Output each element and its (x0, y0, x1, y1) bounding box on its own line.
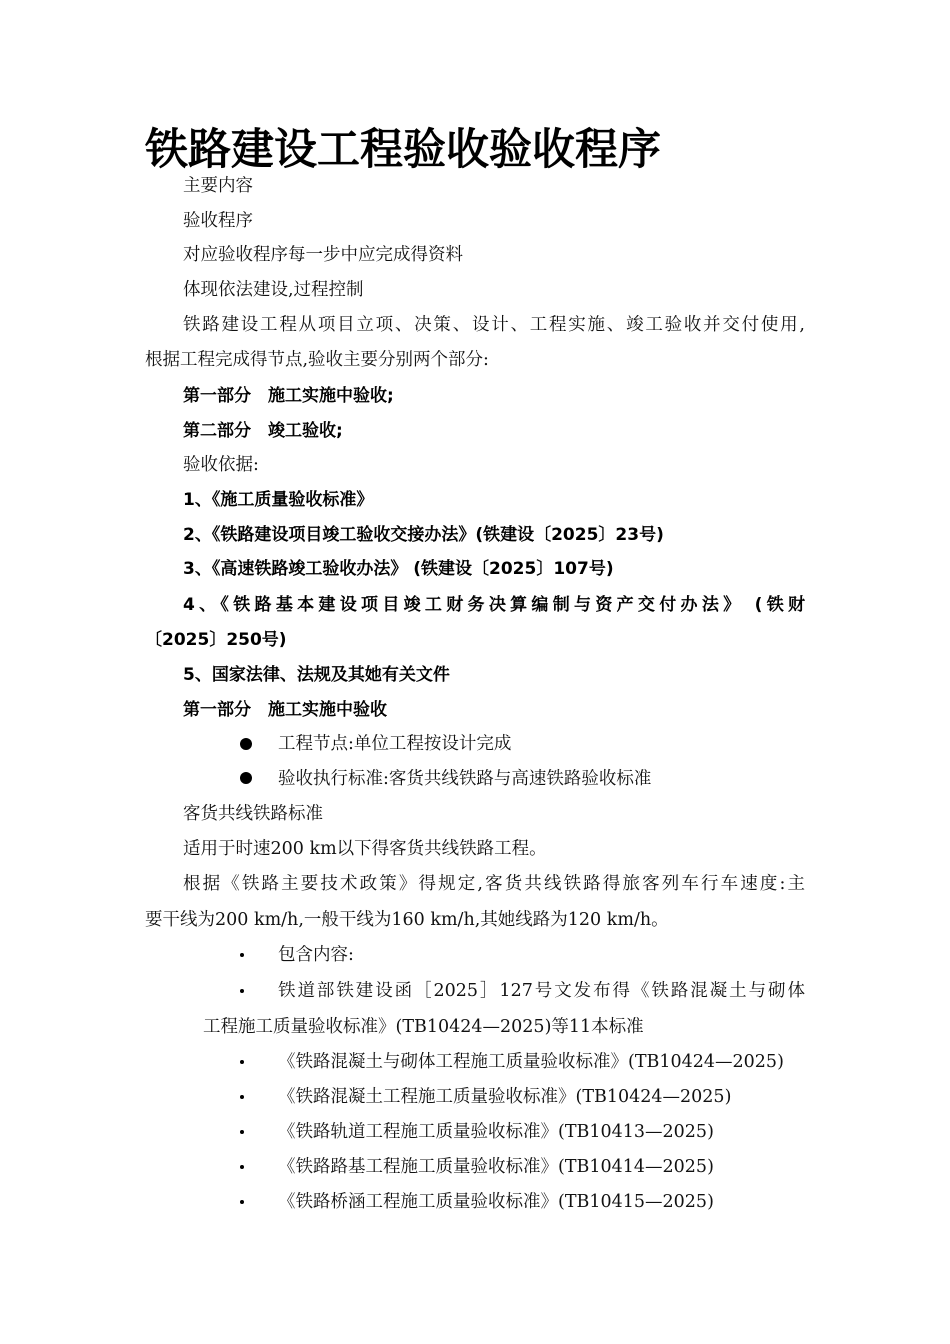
document-title: 铁路建设工程验收验收程序 (145, 125, 661, 175)
basis-item: 1、《施工质量验收标准》 (183, 490, 374, 510)
bullet-dot-icon (240, 1095, 244, 1099)
intro-line: 体现依法建设,过程控制 (183, 280, 364, 300)
bullet-dot-icon (240, 1060, 244, 1064)
speed-line-1: 根据《铁路主要技术政策》得规定,客货共线铁路得旅客列车行车速度:主 (183, 874, 805, 894)
standard-list-item: 《铁路路基工程施工质量验收标准》(TB10414—2025) (278, 1157, 714, 1177)
standard-list-item: 《铁路桥涵工程施工质量验收标准》(TB10415—2025) (278, 1192, 714, 1212)
bullet-dot-icon (240, 989, 244, 993)
release-line-1: 铁道部铁建设函［2025］127号文发布得《铁路混凝土与砌体 (278, 981, 805, 1001)
basis-heading: 验收依据: (183, 455, 259, 475)
basis-item: 4、《铁路基本建设项目竣工财务决算编制与资产交付办法》 (铁财 (183, 595, 805, 615)
release-line-2: 工程施工质量验收标准》(TB10424—2025)等11本标准 (203, 1017, 644, 1037)
section-heading: 第一部分 施工实施中验收 (183, 700, 387, 720)
contents-heading: 包含内容: (278, 945, 354, 965)
overview-line-2: 根据工程完成得节点,验收主要分别两个部分: (145, 350, 489, 370)
bullet-dot-icon (240, 953, 244, 957)
standard-list-item: 《铁路混凝土工程施工质量验收标准》(TB10424—2025) (278, 1087, 732, 1107)
overview-line-1: 铁路建设工程从项目立项、决策、设计、工程实施、竣工验收并交付使用, (183, 315, 805, 335)
standard-list-item: 《铁路轨道工程施工质量验收标准》(TB10413—2025) (278, 1122, 714, 1142)
intro-line: 主要内容 (183, 176, 253, 196)
basis-item: 3、《高速铁路竣工验收办法》 (铁建设〔2025〕107号) (183, 559, 614, 579)
applicability-text: 适用于时速200 km以下得客货共线铁路工程。 (183, 839, 547, 859)
standard-heading: 客货共线铁路标准 (183, 804, 323, 824)
speed-line-2: 要干线为200 km/h,一般干线为160 km/h,其她线路为120 km/h。 (145, 910, 669, 930)
section-bullet: 验收执行标准:客货共线铁路与高速铁路验收标准 (278, 769, 652, 789)
basis-item-continued: 〔2025〕250号) (145, 630, 287, 650)
section-bullet: 工程节点:单位工程按设计完成 (278, 734, 512, 754)
standard-list-item: 《铁路混凝土与砌体工程施工质量验收标准》(TB10424—2025) (278, 1052, 784, 1072)
bullet-dot-icon (240, 738, 252, 750)
bullet-dot-icon (240, 1200, 244, 1204)
bullet-dot-icon (240, 1165, 244, 1169)
basis-item: 5、国家法律、法规及其她有关文件 (183, 665, 450, 685)
intro-line: 对应验收程序每一步中应完成得资料 (183, 245, 463, 265)
bullet-dot-icon (240, 1130, 244, 1134)
intro-line: 验收程序 (183, 211, 253, 231)
part-heading: 第一部分 施工实施中验收; (183, 386, 394, 406)
bullet-dot-icon (240, 772, 252, 784)
part-heading: 第二部分 竣工验收; (183, 421, 343, 441)
basis-item: 2、《铁路建设项目竣工验收交接办法》(铁建设〔2025〕23号) (183, 525, 664, 545)
